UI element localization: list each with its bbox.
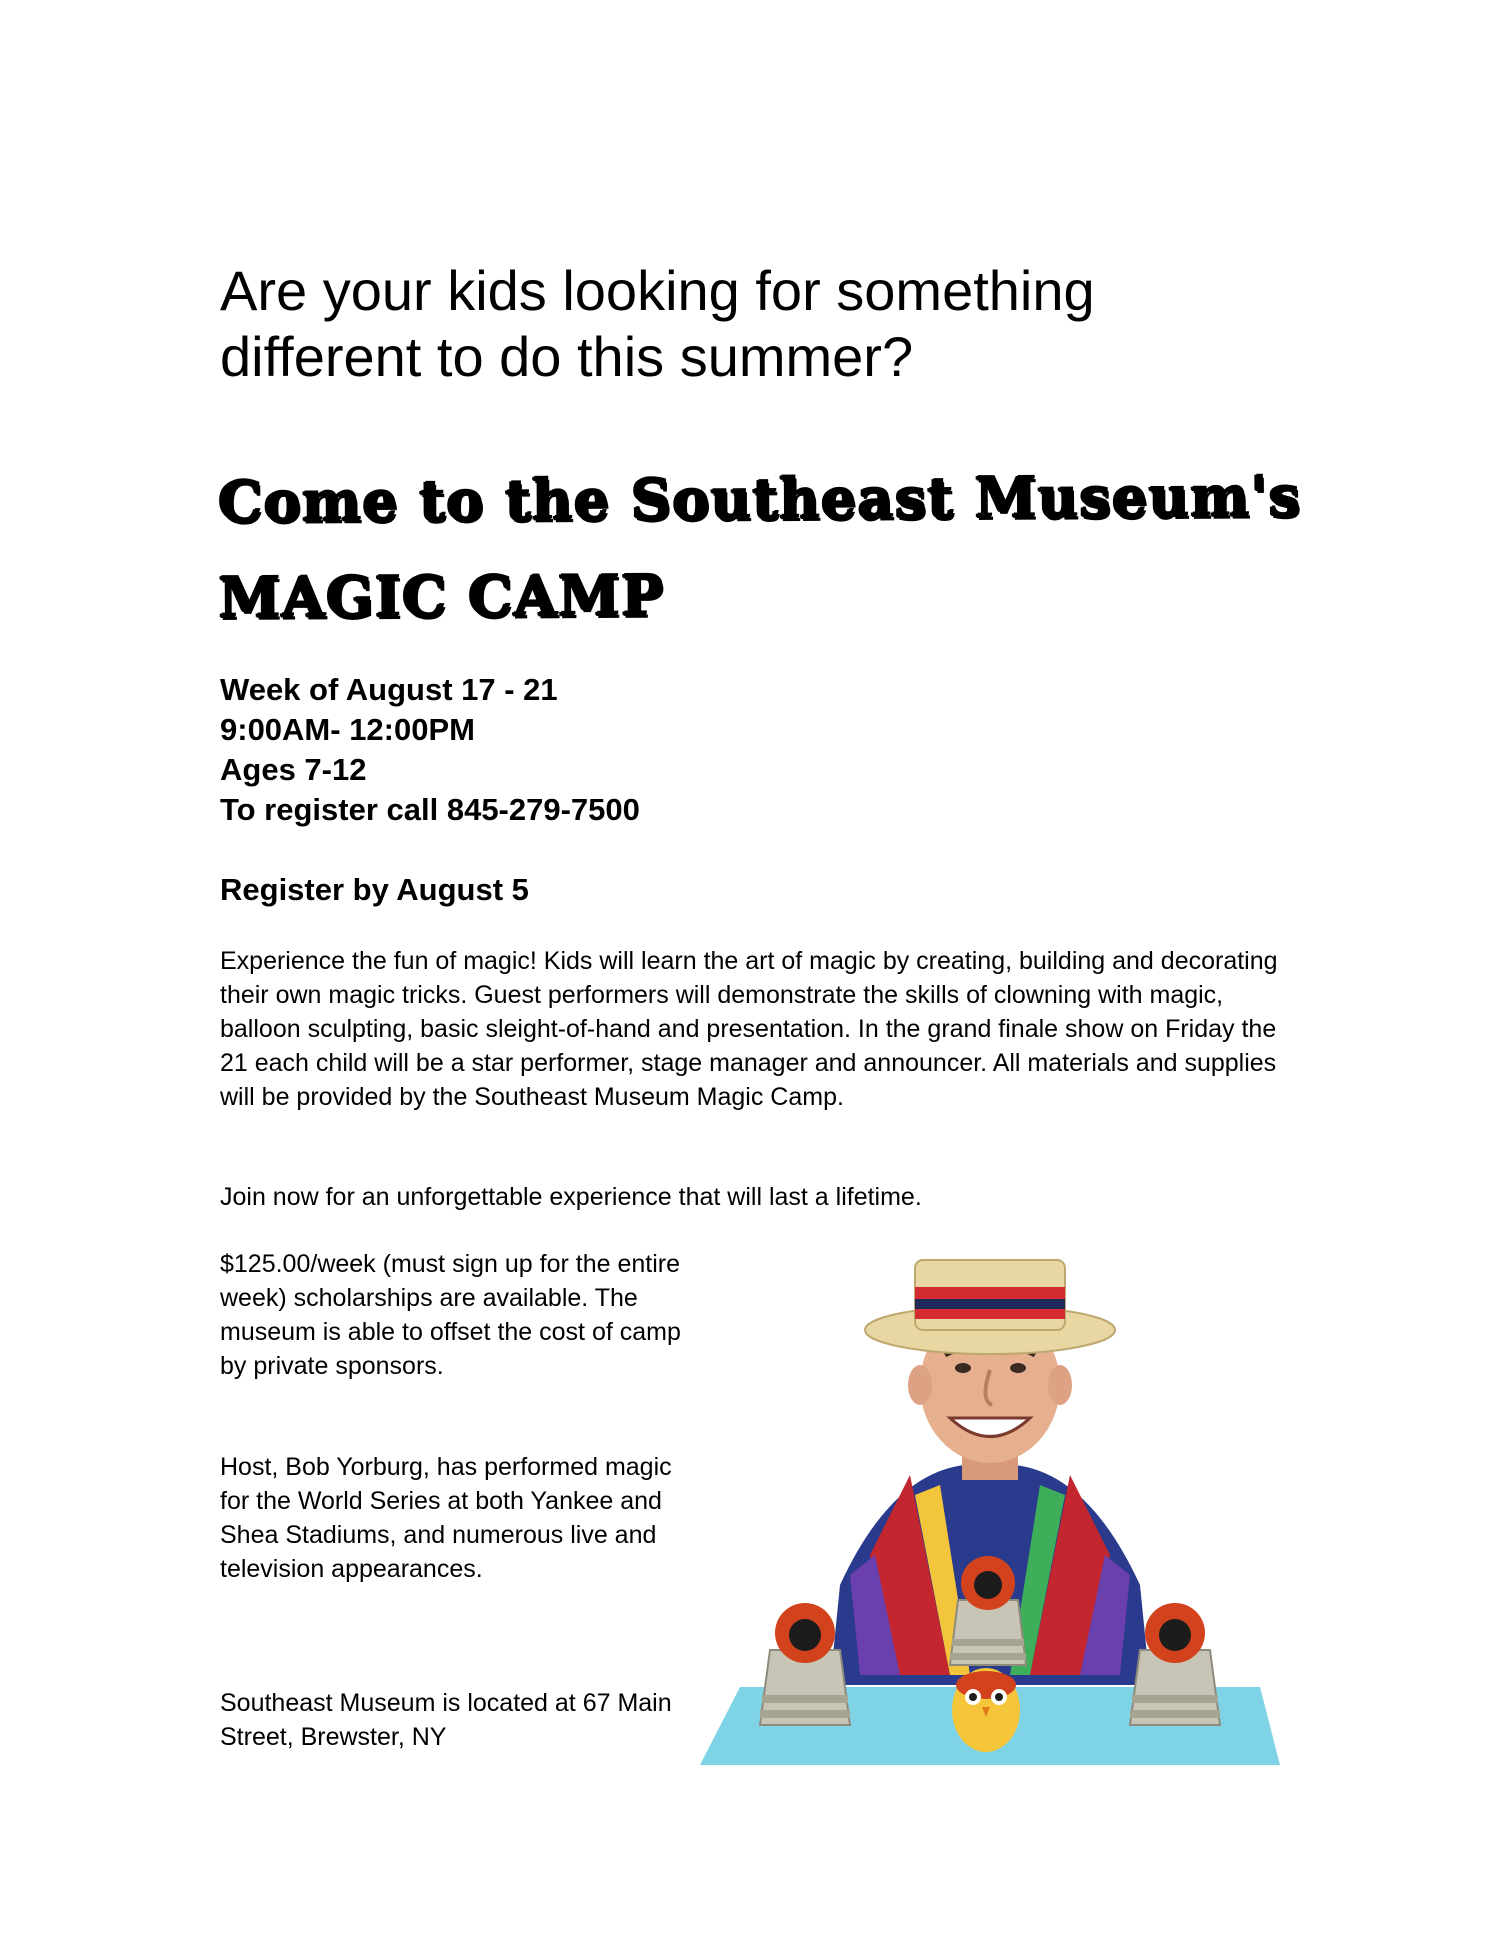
headline-line-1: Are your kids looking for something	[220, 259, 1095, 322]
camp-details	[220, 670, 640, 830]
join-invitation: Join now for an unforgettable experience that will last a lifetime.	[220, 1183, 922, 1211]
host-info: Host, Bob Yorburg, has performed magic for the World Series at both Yankee and Shea Stadiums, and numerous live and television appearances.	[220, 1453, 672, 1583]
hat-band	[915, 1287, 1065, 1299]
magician-photo	[700, 1255, 1280, 1765]
camp-ages: Ages 7-12	[220, 752, 367, 787]
location-info: Southeast Museum is located at 67 Main Street, Brewster, NY	[220, 1689, 672, 1751]
price-info: $125.00/week (must sign up for the entire week) scholarships are available. The museum is able to offset the cost of camp by private sponsors.	[220, 1250, 681, 1380]
camp-description: Experience the fun of magic! Kids will learn the art of magic by creating, building and decorating their own magic tricks. Guest performers will demonstrate the skills of clowning with magic, balloon sculpting, basic sleight-of-hand and presentation. In the grand finale show on Friday the 21 each child will be a star performer, stage manager and announcer. All materials and supplies will be provided by the Southeast Museum Magic Camp.	[220, 947, 1278, 1111]
camp-time: 9:00AM- 12:00PM	[220, 712, 475, 747]
register-deadline: Register by August 5	[220, 872, 529, 907]
title-line-2: MAGIC CAMP	[218, 563, 665, 633]
magic-camp-title	[218, 449, 1369, 647]
headline-line-2: different to do this summer?	[220, 325, 914, 388]
title-line-1: Come to the Southeast Museum's	[217, 464, 1302, 537]
camp-week: Week of August 17 - 21	[220, 672, 558, 707]
owl-figure	[952, 1668, 1020, 1752]
headline	[220, 258, 1320, 390]
register-phone: To register call 845-279-7500	[220, 792, 640, 827]
